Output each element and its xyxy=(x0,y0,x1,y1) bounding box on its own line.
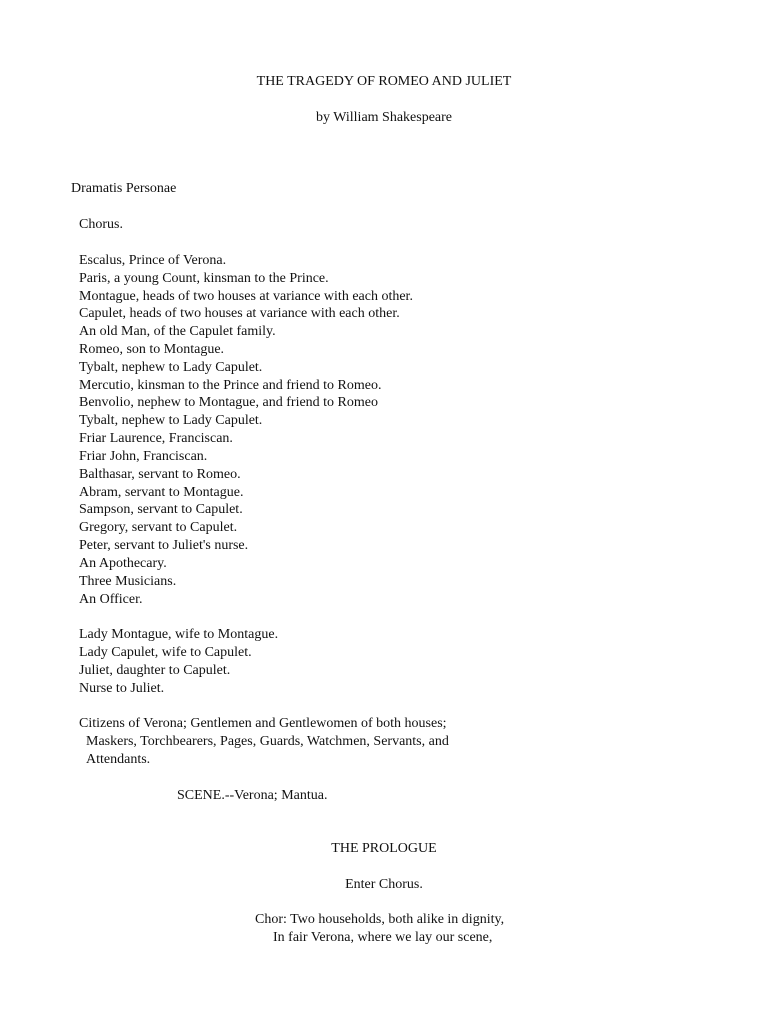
dramatis-personae-heading: Dramatis Personae xyxy=(71,181,177,196)
persona-line: Friar Laurence, Franciscan. xyxy=(79,431,233,446)
persona-line: Sampson, servant to Capulet. xyxy=(79,502,243,517)
persona-line: Capulet, heads of two houses at variance with each other. xyxy=(79,306,400,321)
scene-setting: SCENE.--Verona; Mantua. xyxy=(177,788,328,803)
persona-line: Lady Montague, wife to Montague. xyxy=(79,627,279,642)
persona-line: Maskers, Torchbearers, Pages, Guards, Watchmen, Servants, and xyxy=(86,734,449,749)
stage-direction: Enter Chorus. xyxy=(345,877,423,892)
persona-line: Mercutio, kinsman to the Prince and friend to Romeo. xyxy=(79,378,382,393)
verse-line: Chor: Two households, both alike in dignity, xyxy=(255,912,505,927)
persona-line: An old Man, of the Capulet family. xyxy=(79,324,276,339)
persona-line: Friar John, Franciscan. xyxy=(79,449,208,464)
byline: by William Shakespeare xyxy=(315,110,453,125)
persona-line: Abram, servant to Montague. xyxy=(79,485,244,500)
persona-line: An Apothecary. xyxy=(79,556,167,571)
persona-line: Nurse to Juliet. xyxy=(79,681,165,696)
play-title: THE TRAGEDY OF ROMEO AND JULIET xyxy=(256,74,512,89)
persona-line: Lady Capulet, wife to Capulet. xyxy=(79,645,252,660)
persona-line: Romeo, son to Montague. xyxy=(79,342,225,357)
persona-line: Peter, servant to Juliet's nurse. xyxy=(79,538,249,553)
persona-line: Gregory, servant to Capulet. xyxy=(79,520,238,535)
persona-line: An Officer. xyxy=(79,592,143,607)
persona-line: Three Musicians. xyxy=(79,574,177,589)
persona-line: Escalus, Prince of Verona. xyxy=(79,253,227,268)
persona-line: Paris, a young Count, kinsman to the Prince. xyxy=(79,271,329,286)
verse-line: In fair Verona, where we lay our scene, xyxy=(273,930,493,945)
persona-line: Balthasar, servant to Romeo. xyxy=(79,467,241,482)
persona-line: Tybalt, nephew to Lady Capulet. xyxy=(79,360,263,375)
prologue-heading: THE PROLOGUE xyxy=(331,841,437,856)
persona-line: Montague, heads of two houses at variance with each other. xyxy=(79,289,413,304)
persona-line: Tybalt, nephew to Lady Capulet. xyxy=(79,413,263,428)
persona-line: Juliet, daughter to Capulet. xyxy=(79,663,231,678)
persona-line: Attendants. xyxy=(86,752,151,767)
persona-line: Citizens of Verona; Gentlemen and Gentlewomen of both houses; xyxy=(79,716,447,731)
persona-line: Benvolio, nephew to Montague, and friend to Romeo xyxy=(79,395,378,410)
persona-chorus: Chorus. xyxy=(79,217,123,232)
